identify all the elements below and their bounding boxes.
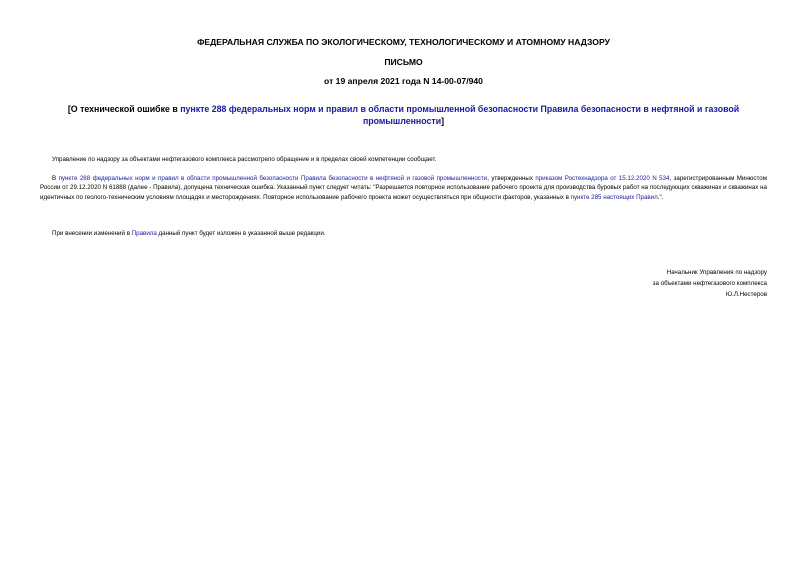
paragraph-intro: Управление по надзору за объектами нефтегазового комплекса рассмотрело обращение и в пределах своей компетенции сообщает. <box>52 156 437 163</box>
link-order-534[interactable]: приказом Ростехнадзора от 15.12.2020 N 534 <box>535 175 670 182</box>
p2-text-1: В <box>52 175 59 182</box>
paragraph-amendment-note <box>40 229 767 238</box>
p3-text-2: данный пункт будет изложен в указанной выше редакции. <box>156 230 326 237</box>
p2-text-2: , утвержденных <box>487 175 536 182</box>
document-type: ПИСЬМО <box>384 57 423 67</box>
signatory-title-line-2: за объектами нефтегазового комплекса <box>652 280 767 287</box>
subject-suffix: ] <box>441 116 445 126</box>
link-point-285[interactable]: пункте 285 настоящих Правил <box>570 193 658 201</box>
subject-link-point-288[interactable]: пункте 288 федеральных норм и правил в области промышленной безопасности Правила безопасности в нефтяной и газовой промышленности <box>180 104 740 126</box>
paragraph-error-description <box>40 174 767 202</box>
link-rules[interactable]: Правила <box>131 230 157 237</box>
p2-text-4: .". <box>657 193 664 201</box>
p3-text-1: При внесении изменений в <box>52 230 132 237</box>
subject-prefix: [О технической ошибке в <box>67 104 181 114</box>
signatory-title-line-1: Начальник Управления по надзору <box>666 269 767 276</box>
p2-text-3: , зарегистрированным Минюстом России от 29.12.2020 N 61888 (далее - Правила), допущена техническая ошибка. Указанный пункт следует читать: "Разрешается повторное использование рабочего проекта для производства буровых работ на последующих скважинах и скважинах на идентичных по геолого-техническим условиям площадях и месторождениях. Повторное использование рабочего проекта может осуществляться при общности факторов, указанных в <box>40 175 767 201</box>
document-subject <box>50 103 757 127</box>
signatory-name: Ю.Л.Нестеров <box>725 291 767 298</box>
issuing-agency: ФЕДЕРАЛЬНАЯ СЛУЖБА ПО ЭКОЛОГИЧЕСКОМУ, ТЕХНОЛОГИЧЕСКОМУ И АТОМНОМУ НАДЗОРУ <box>197 37 610 47</box>
document-date-number: от 19 апреля 2021 года N 14-00-07/940 <box>324 76 483 86</box>
link-point-288-rules[interactable]: пункте 288 федеральных норм и правил в области промышленной безопасности Правила безопасности в нефтяной и газовой промышленности <box>58 175 488 182</box>
